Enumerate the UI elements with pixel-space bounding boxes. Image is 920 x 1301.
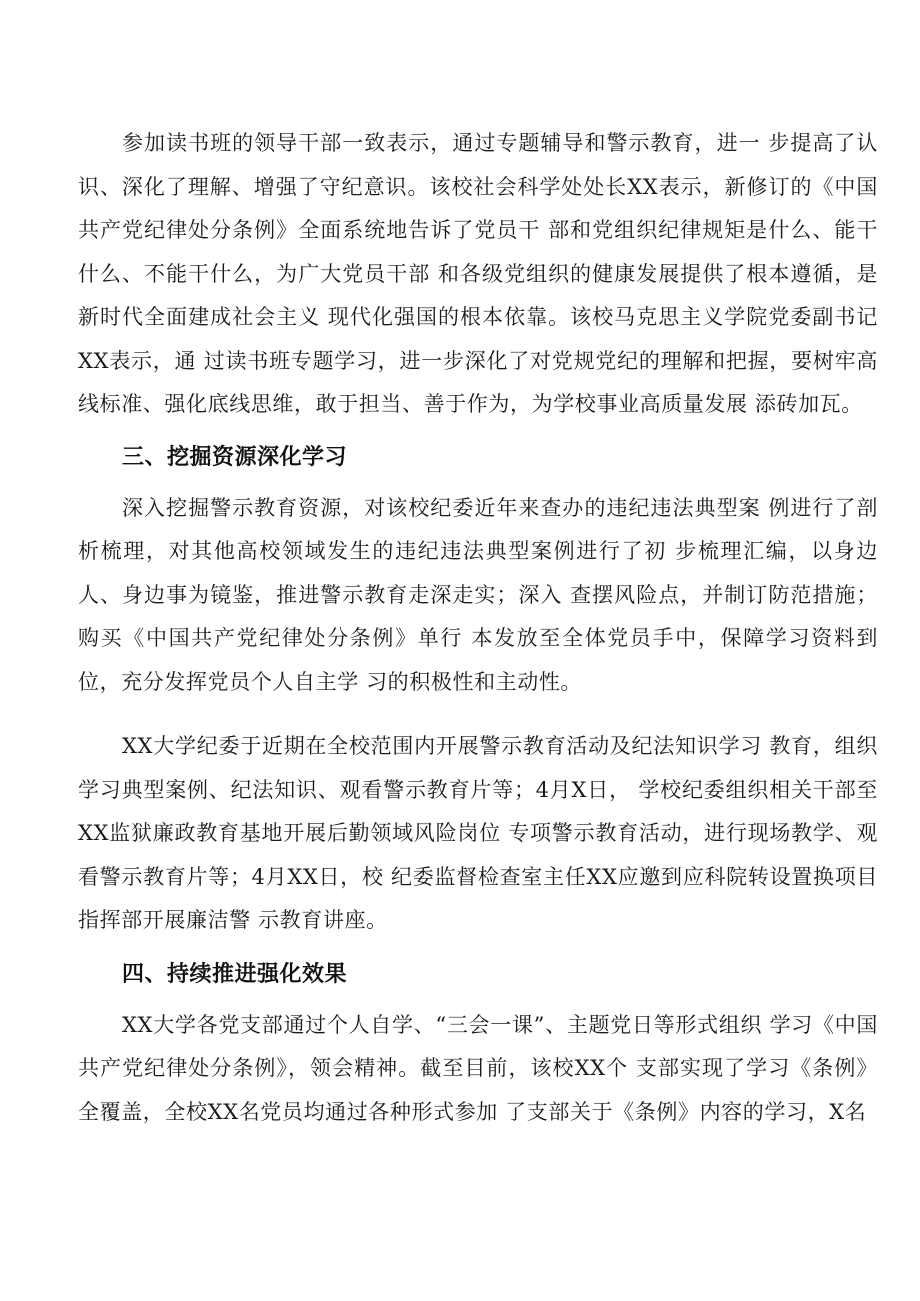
body-paragraph-4: XX大学各党支部通过个人自学、“三会一课”、主题党日等形式组织 学习《中国共产党纪律处分条例》，领会精神。截至目前，该校XX个 支部实现了学习《条例》全覆盖，全校XX名党员均通过各种形式参加 了支部关于《条例》内容的学习，X名 — [78, 1012, 878, 1124]
body-paragraph-3: XX大学纪委于近期在全校范围内开展警示教育活动及纪法知识学习 教育，组织学习典型案例、纪法知识、观看警示教育片等；4月X日， 学校纪委组织相关干部至XX监狱廉政教育基地开展后勤领域风险岗位 专项警示教育活动，进行现场教学、观看警示教育片等；4月XX日，校 纪委监督检查室主任XX应邀到应科院转设置换项目指挥部开展廉洁警 示教育讲座。 — [78, 734, 878, 932]
body-paragraph-2: 深入挖掘警示教育资源，对该校纪委近年来查办的违纪违法典型案 例进行了剖析梳理，对其他高校领域发生的违纪违法典型案例进行了初 步梳理汇编，以身边人、身边事为镜鉴，推进警示教育走深走实；深入 查摆风险点，并制订防范措施；购买《中国共产党纪律处分条例》单行 本发放至全体党员手中，保障学习资料到位，充分发挥党员个人自主学 习的积极性和主动性。 — [78, 495, 878, 694]
document-body — [78, 122, 878, 1134]
section-heading-4: 四、持续推进强化效果 — [122, 961, 348, 987]
section-heading-3: 三、挖掘资源深化学习 — [122, 444, 348, 470]
body-paragraph-1: 参加读书班的领导干部一致表示，通过专题辅导和警示教育，进一 步提高了认识、深化了理解、增强了守纪意识。该校社会科学处处长XX表示，新修订的《中国共产党纪律处分条例》全面系统地告诉了党员干 部和党组织纪律规矩是什么、能干什么、不能干什么，为广大党员干部 和各级党组织的健康发展提供了根本遵循，是新时代全面建成社会主义 现代化强国的根本依靠。该校马克思主义学院党委副书记XX表示，通 过读书班专题学习，进一步深化了对党规党纪的理解和把握，要树牢高线标准、强化底线思维，敢于担当、善于作为，为学校事业高质量发展 添砖加瓦。 — [78, 131, 878, 416]
